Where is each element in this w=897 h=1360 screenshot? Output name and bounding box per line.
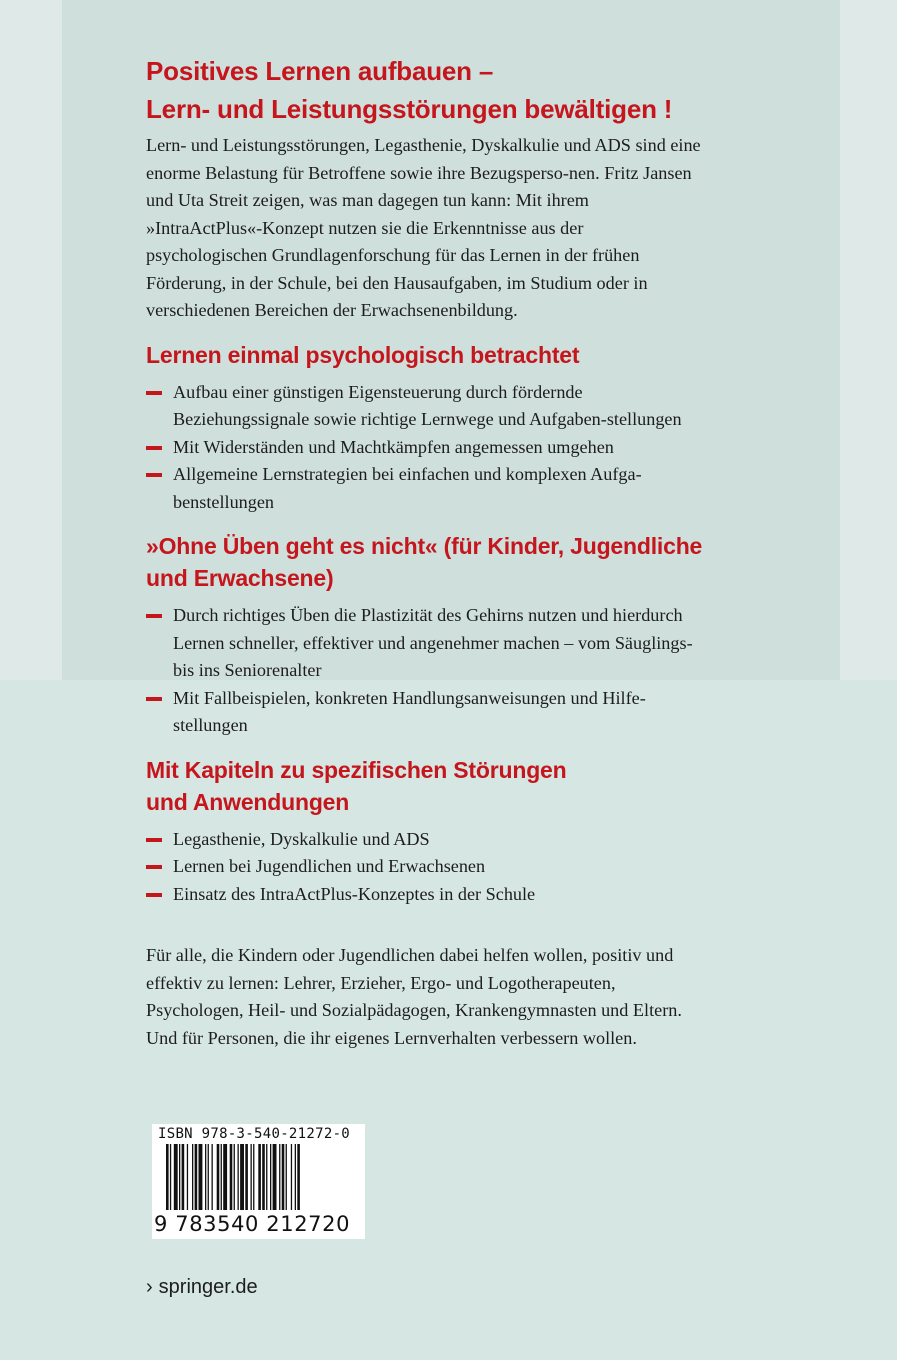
bullet-dash-icon <box>146 446 162 450</box>
section-list-practice <box>146 602 706 740</box>
list-item: Einsatz des IntraActPlus-Konzeptes in der Schule <box>146 881 706 909</box>
barcode-bar <box>266 1144 267 1210</box>
barcode-bar <box>195 1144 198 1210</box>
chevron-right-icon: › <box>146 1276 153 1298</box>
barcode-bar <box>253 1144 254 1210</box>
barcode-bar <box>262 1144 265 1210</box>
barcode-bar <box>192 1144 193 1210</box>
barcode-bar <box>166 1144 169 1210</box>
barcode-bar <box>295 1144 296 1210</box>
barcode-bar <box>221 1144 222 1210</box>
bullet-dash-icon <box>146 473 162 477</box>
barcode-bar <box>217 1144 220 1210</box>
back-cover-text <box>146 52 706 1052</box>
headline-line-2: Lern- und Leistungsstörungen bewältigen ! <box>146 94 673 124</box>
audience-paragraph: Für alle, die Kindern oder Jugendlichen dabei helfen wollen, positiv und effektiv zu lernen: Lehrer, Erzieher, Ergo- und Logotherapeuten, Psychologen, Heil- und Sozialpädagogen, Krankengymnasten und Eltern. Und für Personen, die ihr eigenes Lernverhalten verbessern wollen. <box>146 945 682 1048</box>
headline <box>146 52 706 128</box>
bullet-dash-icon <box>146 893 162 897</box>
barcode-bar <box>240 1144 244 1210</box>
section-heading-chapters: Mit Kapiteln zu spezifischen Störungen und Anwendungen <box>146 756 567 815</box>
list-item: Mit Fallbeispielen, konkreten Handlungsanweisungen und Hilfe-stellungen <box>146 685 706 740</box>
section-heading-psychology: Lernen einmal psychologisch betrachtet <box>146 341 580 368</box>
intro-paragraph: Lern- und Leistungsstörungen, Legasthenie, Dyskalkulie und ADS sind eine enorme Belastung für Betroffene sowie ihre Bezugsperso-nen. Fritz Jansen und Uta Streit zeigen, was man dagegen tun kann: Mit ihrem »IntraActPlus«-Konzept nutzen sie die Erkenntnisse aus der psychologischen Grundlagenforschung für das Lernen in der frühen Förderung, in der Schule, bei den Hausaufgaben, im Studium oder in verschiedenen Bereichen der Erwachsenenbildung. <box>146 135 701 320</box>
barcode-bar <box>199 1144 203 1210</box>
website-text: springer.de <box>158 1276 258 1298</box>
barcode-bar <box>208 1144 209 1210</box>
bullet-dash-icon <box>146 838 162 842</box>
isbn-barcode <box>152 1124 365 1239</box>
barcode-bar <box>212 1144 213 1210</box>
bullet-dash-icon <box>146 391 162 395</box>
barcode-bar <box>251 1144 252 1210</box>
barcode-bar <box>187 1144 188 1210</box>
barcode-bars <box>166 1144 356 1214</box>
barcode-bar <box>170 1144 171 1210</box>
list-item: Allgemeine Lernstrategien bei einfachen und komplexen Aufga-benstellungen <box>146 461 706 516</box>
barcode-bar <box>234 1144 235 1210</box>
section-heading-practice: »Ohne Üben geht es nicht« (für Kinder, Jugendliche und Erwachsene) <box>146 533 703 591</box>
barcode-bar <box>174 1144 178 1210</box>
barcode-bar <box>286 1144 287 1210</box>
list-item: Lernen bei Jugendlichen und Erwachsenen <box>146 853 706 881</box>
bullet-dash-icon <box>146 865 162 869</box>
section-list-chapters <box>146 826 706 909</box>
barcode-bar <box>182 1144 185 1210</box>
barcode-bar <box>297 1144 300 1210</box>
barcode-bar <box>230 1144 233 1210</box>
barcode-bar <box>245 1144 248 1210</box>
barcode-bar <box>279 1144 280 1210</box>
list-item: Mit Widerständen und Machtkämpfen angemessen umgehen <box>146 434 706 462</box>
barcode-bar <box>179 1144 180 1210</box>
headline-line-1: Positives Lernen aufbauen – <box>146 56 494 86</box>
bullet-dash-icon <box>146 697 162 701</box>
list-item: Aufbau einer günstigen Eigensteuerung durch fördernde Beziehungssignale sowie richtige Lernwege und Aufgaben-stellungen <box>146 379 706 434</box>
website-link[interactable] <box>146 1276 258 1299</box>
barcode-bar <box>273 1144 277 1210</box>
isbn-label: ISBN 978-3-540-21272-0 <box>158 1126 351 1142</box>
section-list-psychology <box>146 379 706 517</box>
barcode-bar <box>291 1144 292 1210</box>
barcode-digits: 9 783540 212720 <box>154 1212 351 1236</box>
bullet-dash-icon <box>146 614 162 618</box>
list-item: Legasthenie, Dyskalkulie und ADS <box>146 826 706 854</box>
barcode-bar <box>270 1144 271 1210</box>
barcode-bar <box>223 1144 227 1210</box>
barcode-bar <box>258 1144 261 1210</box>
barcode-bar <box>282 1144 285 1210</box>
barcode-bar <box>205 1144 206 1210</box>
list-item: Durch richtiges Üben die Plastizität des Gehirns nutzen und hierdurch Lernen schneller, effektiver und angenehmer machen – vom Säuglings- bis ins Seniorenalter <box>146 602 706 685</box>
barcode-bar <box>238 1144 239 1210</box>
